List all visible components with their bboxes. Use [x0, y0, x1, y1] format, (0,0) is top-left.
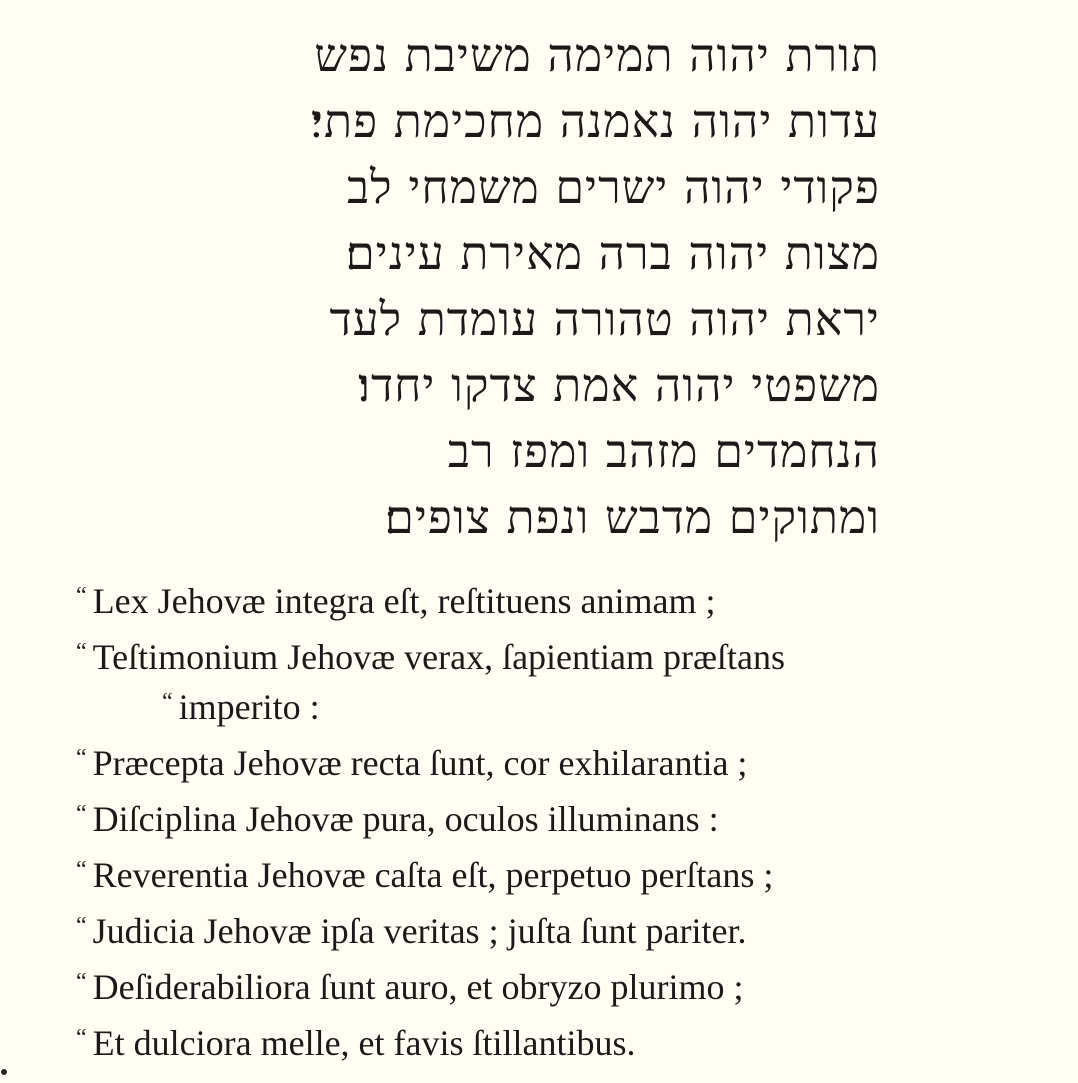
open-quote-mark: “ [76, 969, 87, 995]
open-quote-mark: “ [76, 745, 87, 771]
hebrew-line: משפטי יהוה אמת צדקו יחדו׃ [357, 358, 880, 412]
open-quote-mark: “ [76, 801, 87, 827]
latin-translation-block [76, 568, 1066, 1066]
latin-line-text: Præcepta Jehovæ recta ſunt, cor exhilarantia ; [92, 743, 748, 783]
latin-line [76, 842, 1066, 898]
latin-line [76, 624, 1066, 680]
latin-line [76, 1010, 1066, 1066]
latin-line [76, 954, 1066, 1010]
hebrew-line: מצות יהוה ברה מאירת עינים׃ [344, 226, 880, 280]
hebrew-line: יראת יהוה טהורה עומדת לעד [329, 292, 880, 346]
latin-line [76, 730, 1066, 786]
open-quote-mark: “ [76, 857, 87, 883]
latin-line-text: Lex Jehovæ integra eſt, reſtituens animam ; [92, 581, 716, 621]
latin-line-text: Teſtimonium Jehovæ verax, ſapientiam præſtans [92, 637, 786, 677]
hebrew-line: הנחמדים מזהב ומפז רב [447, 424, 880, 478]
hebrew-line: תורת יהוה תמימה משיבת נפש [314, 28, 880, 82]
latin-line [76, 786, 1066, 842]
latin-line-text: imperito : [178, 687, 320, 727]
hebrew-line: פקודי יהוה ישרים משמחי לב [347, 160, 880, 214]
latin-line-text: Reverentia Jehovæ caſta eſt, perpetuo perſtans ; [92, 855, 774, 895]
latin-line-text: Deſiderabiliora ſunt auro, et obryzo plurimo ; [92, 967, 744, 1007]
latin-line-text: Judicia Jehovæ ipſa veritas ; juſta ſunt pariter. [92, 911, 747, 951]
hebrew-verse-block [150, 22, 880, 550]
latin-line [76, 568, 1066, 624]
latin-line [76, 898, 1066, 954]
open-quote-mark: “ [76, 583, 87, 609]
open-quote-mark: “ [76, 639, 87, 665]
open-quote-mark: “ [76, 1025, 87, 1051]
open-quote-mark: “ [76, 913, 87, 939]
latin-line-text: Et dulciora melle, et favis ſtillantibus. [92, 1023, 636, 1063]
latin-continuation-line [76, 680, 1066, 727]
open-quote-mark: “ [162, 689, 173, 715]
ink-speck-icon [0, 1067, 10, 1077]
hebrew-line: עדות יהוה נאמנה מחכימת פתי׃ [309, 94, 880, 148]
latin-line-text: Diſciplina Jehovæ pura, oculos illuminans : [92, 799, 719, 839]
hebrew-line: ומתוקים מדבש ונפת צופים׃ [384, 490, 880, 544]
